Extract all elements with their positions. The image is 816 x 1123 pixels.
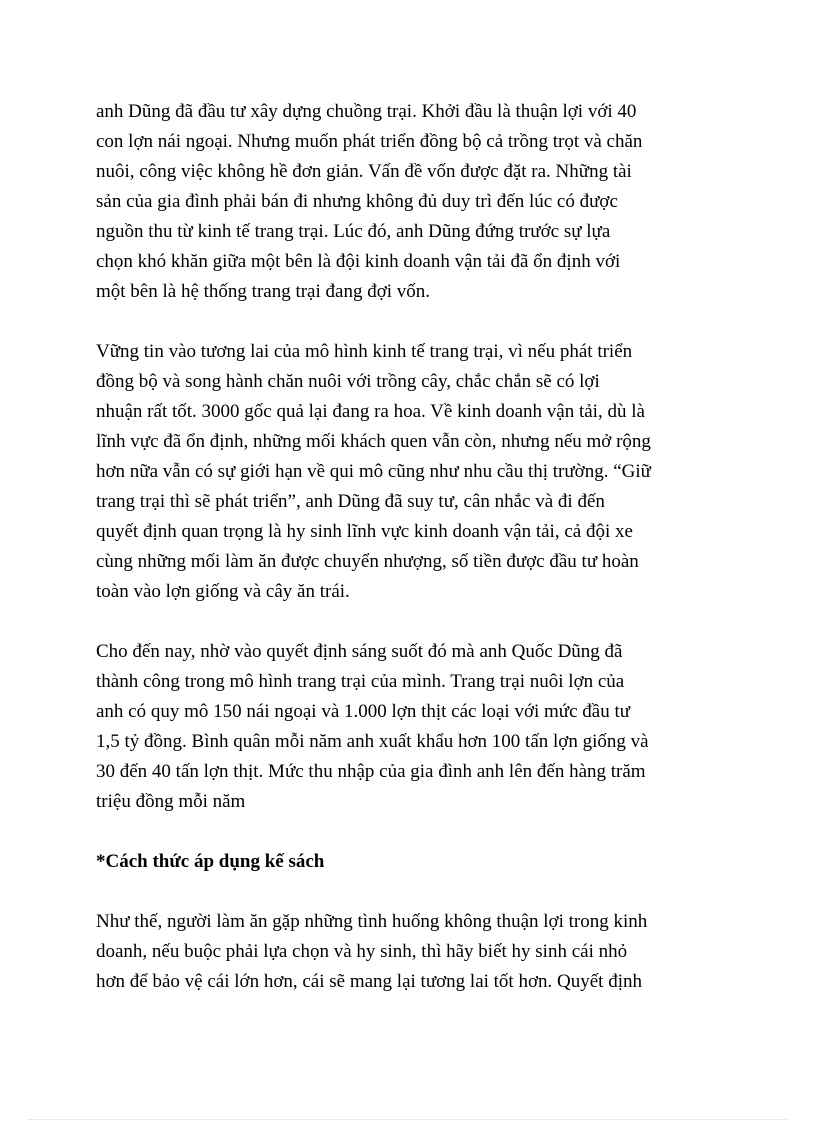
page-bottom-divider xyxy=(28,1119,788,1120)
text-line: nguồn thu từ kinh tế trang trại. Lúc đó, anh Dũng đứng trước sự lựa xyxy=(96,221,611,242)
paragraph-4 xyxy=(96,907,720,997)
text-line: đồng bộ và song hành chăn nuôi với trồng cây, chắc chắn sẽ có lợi xyxy=(96,371,600,392)
text-line: nuôi, công việc không hề đơn giản. Vấn đề vốn được đặt ra. Những tài xyxy=(96,161,632,182)
text-line: quyết định quan trọng là hy sinh lĩnh vực kinh doanh vận tải, cả đội xe xyxy=(96,521,633,542)
text-line: 30 đến 40 tấn lợn thịt. Mức thu nhập của gia đình anh lên đến hàng trăm xyxy=(96,761,646,782)
text-line: Như thế, người làm ăn gặp những tình huống không thuận lợi trong kinh xyxy=(96,911,648,932)
text-line: hơn nữa vẫn có sự giới hạn về qui mô cũng như nhu cầu thị trường. “Giữ xyxy=(96,461,651,482)
text-line: trang trại thì sẽ phát triển”, anh Dũng đã suy tư, cân nhắc và đi đến xyxy=(96,491,605,512)
text-line: sản của gia đình phải bán đi nhưng không đủ duy trì đến lúc có được xyxy=(96,191,618,212)
text-line: anh có quy mô 150 nái ngoại và 1.000 lợn thịt các loại với mức đầu tư xyxy=(96,701,631,722)
paragraph-2 xyxy=(96,337,720,607)
text-line: một bên là hệ thống trang trại đang đợi vốn. xyxy=(96,281,431,302)
paragraph-1 xyxy=(96,97,720,307)
text-line: lĩnh vực đã ổn định, những mối khách quen vẫn còn, nhưng nếu mở rộng xyxy=(96,431,651,452)
text-line: chọn khó khăn giữa một bên là đội kinh doanh vận tải đã ổn định với xyxy=(96,251,621,272)
section-heading: *Cách thức áp dụng kế sách xyxy=(96,851,325,872)
text-line: thành công trong mô hình trang trại của mình. Trang trại nuôi lợn của xyxy=(96,671,625,692)
text-line: Cho đến nay, nhờ vào quyết định sáng suốt đó mà anh Quốc Dũng đã xyxy=(96,641,623,662)
text-line: Vững tin vào tương lai của mô hình kinh tế trang trại, vì nếu phát triển xyxy=(96,341,633,362)
text-line: anh Dũng đã đầu tư xây dựng chuồng trại. Khởi đầu là thuận lợi với 40 xyxy=(96,101,637,122)
document-body xyxy=(96,97,720,1027)
text-line: cùng những mối làm ăn được chuyển nhượng, số tiền được đầu tư hoàn xyxy=(96,551,639,572)
text-line: triệu đồng mỗi năm xyxy=(96,791,246,812)
text-line: nhuận rất tốt. 3000 gốc quả lại đang ra hoa. Về kinh doanh vận tải, dù là xyxy=(96,401,645,422)
text-line: con lợn nái ngoại. Nhưng muốn phát triển đồng bộ cả trồng trọt và chăn xyxy=(96,131,643,152)
text-line: toàn vào lợn giống và cây ăn trái. xyxy=(96,581,350,602)
text-line: hơn để bảo vệ cái lớn hơn, cái sẽ mang lại tương lai tốt hơn. Quyết định xyxy=(96,971,642,992)
text-line: 1,5 tỷ đồng. Bình quân mỗi năm anh xuất khẩu hơn 100 tấn lợn giống và xyxy=(96,731,649,752)
text-line: doanh, nếu buộc phải lựa chọn và hy sinh, thì hãy biết hy sinh cái nhỏ xyxy=(96,941,628,962)
paragraph-3 xyxy=(96,637,720,817)
